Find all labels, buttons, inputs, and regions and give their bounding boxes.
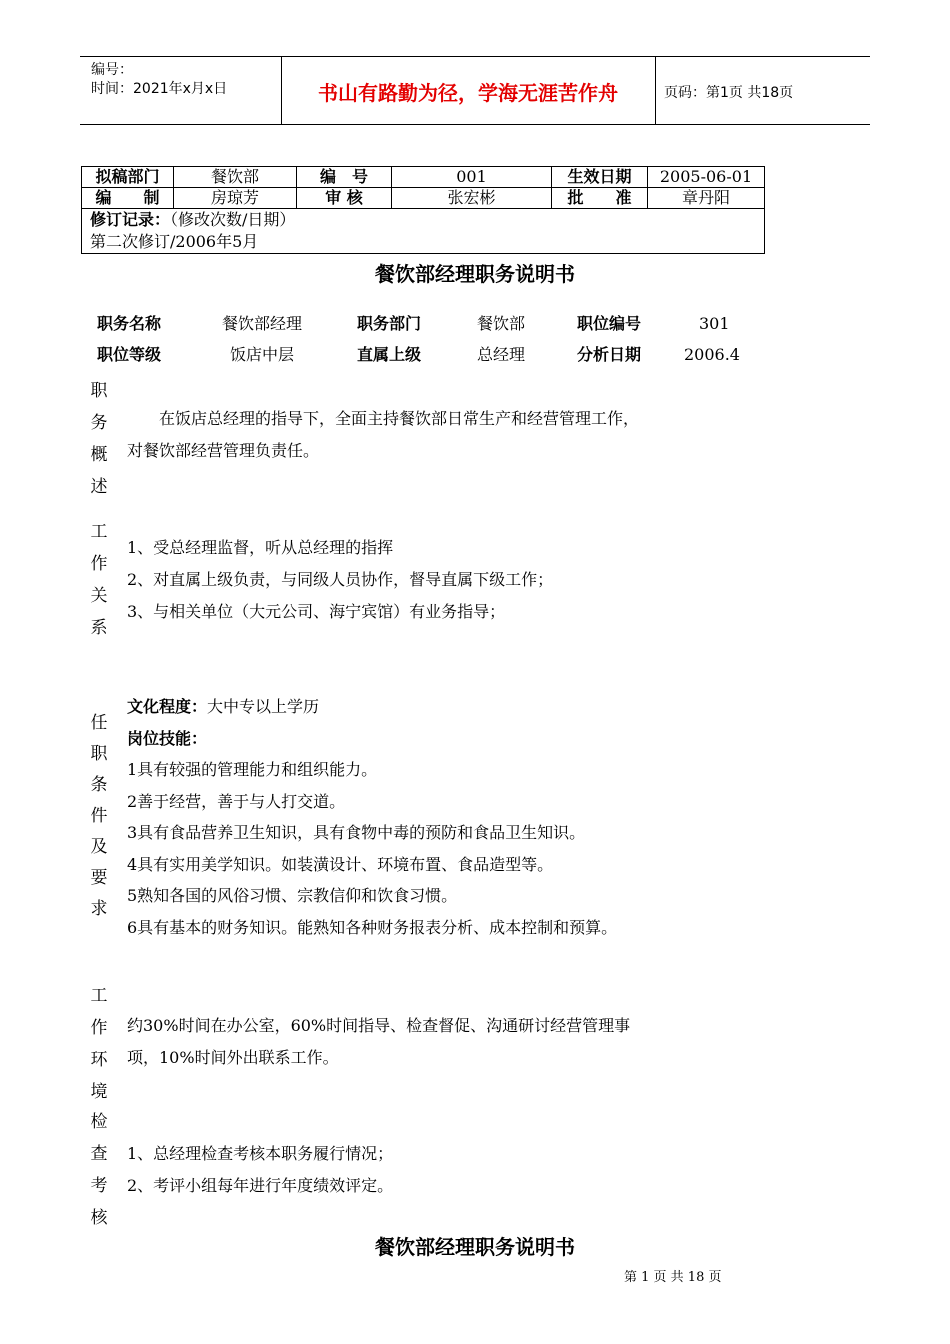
list-item: 3具有食品营养卫生知识，具有食物中毒的预防和食品卫生知识。 [127,823,586,842]
header-number-label: 编号： [91,62,133,78]
header-time: 时间：2021年x月x日 [91,81,228,97]
document-info-table [81,166,765,254]
header-motto: 书山有路勤为径，学海无涯苦作舟 [318,81,618,105]
environment-section-label: 工 作 环 境 [90,986,108,1102]
header-page-number: 页码：第1页 共18页 [664,85,794,101]
list-item: 2善于经营，善于与人打交道。 [127,791,346,811]
draft-dept-label: 拟稿部门 [82,167,174,188]
list-item: 3、与相关单位（大元公司、海宁宾馆）有业务指导； [127,602,506,621]
education-label: 文化程度： [127,697,208,716]
header-bottom-rule [80,124,870,125]
job-name-value: 餐饮部经理 [222,314,303,333]
revision-label: 修订记录： [90,210,171,229]
job-level-label: 职位等级 [97,345,162,364]
skills-label: 岗位技能： [127,728,208,748]
job-code-label: 职位编号 [577,314,642,333]
list-item: 2、对直属上级负责，与同级人员协作，督导直属下级工作； [127,570,554,589]
environment-text: 约30%时间在办公室，60%时间指导、检查督促、沟通研讨经营管理事 项，10%时间外出联系工作。 [127,1016,631,1067]
list-item: 1具有较强的管理能力和组织能力。 [127,760,378,779]
requirements-content [127,691,617,943]
effective-date-label: 生效日期 [552,167,648,188]
assessment-list [127,1138,393,1202]
doc-number-label: 编 号 [297,167,392,188]
list-item: 6具有基本的财务知识。能熟知各种财务报表分析、成本控制和预算。 [127,917,618,937]
draft-dept-value: 餐饮部 [174,167,297,188]
job-name-label: 职务名称 [97,314,162,333]
revision-entry: 第二次修订/2006年5月 [90,232,259,251]
approver-label: 批 准 [552,188,648,209]
list-item: 1、总经理检查考核本职务履行情况； [127,1144,394,1163]
job-dept-value: 餐饮部 [477,314,526,333]
job-superior-label: 直属上级 [357,345,422,364]
list-item: 4具有实用美学知识。如装潢设计、环境布置、食品造型等。 [127,854,554,874]
relations-list [127,532,553,628]
analysis-date-label: 分析日期 [577,345,642,364]
page-footer: 第 1 页 共 18 页 [624,1270,722,1285]
header-top-rule [80,56,870,57]
effective-date-value: 2005-06-01 [648,167,765,188]
assessment-section-label: 检 查 考 核 [90,1112,108,1228]
reviewer-label: 审 核 [297,188,392,209]
analysis-date-value: 2006.4 [684,345,740,364]
editor-value: 房琼芳 [174,188,297,209]
header-divider [655,56,656,124]
relations-section-label: 工 作 关 系 [90,522,108,638]
education-value: 大中专以上学历 [207,697,320,716]
job-level-value: 饭店中层 [230,345,295,364]
reviewer-value: 张宏彬 [392,188,552,209]
list-item: 2、考评小组每年进行年度绩效评定。 [127,1176,394,1195]
document-title-repeat: 餐饮部经理职务说明书 [375,1235,575,1259]
requirements-section-label: 任 职 条 件 及 要 求 [90,713,108,919]
document-title: 餐饮部经理职务说明书 [375,262,575,286]
approver-value: 章丹阳 [648,188,765,209]
list-item: 1、受总经理监督，听从总经理的指挥 [127,538,394,557]
job-dept-label: 职务部门 [357,314,422,333]
doc-number-value: 001 [392,167,552,188]
overview-section-label: 职 务 概 述 [90,381,108,497]
revision-record [82,209,765,254]
overview-text: 在饭店总经理的指导下，全面主持餐饮部日常生产和经营管理工作， 对餐饮部经营管理负责任。 [127,409,640,460]
list-item: 5熟知各国的风俗习惯、宗教信仰和饮食习惯。 [127,886,458,905]
revision-hint: （修改次数/日期） [170,210,296,229]
job-superior-value: 总经理 [477,345,526,364]
job-code-value: 301 [699,314,730,333]
editor-label: 编 制 [82,188,174,209]
